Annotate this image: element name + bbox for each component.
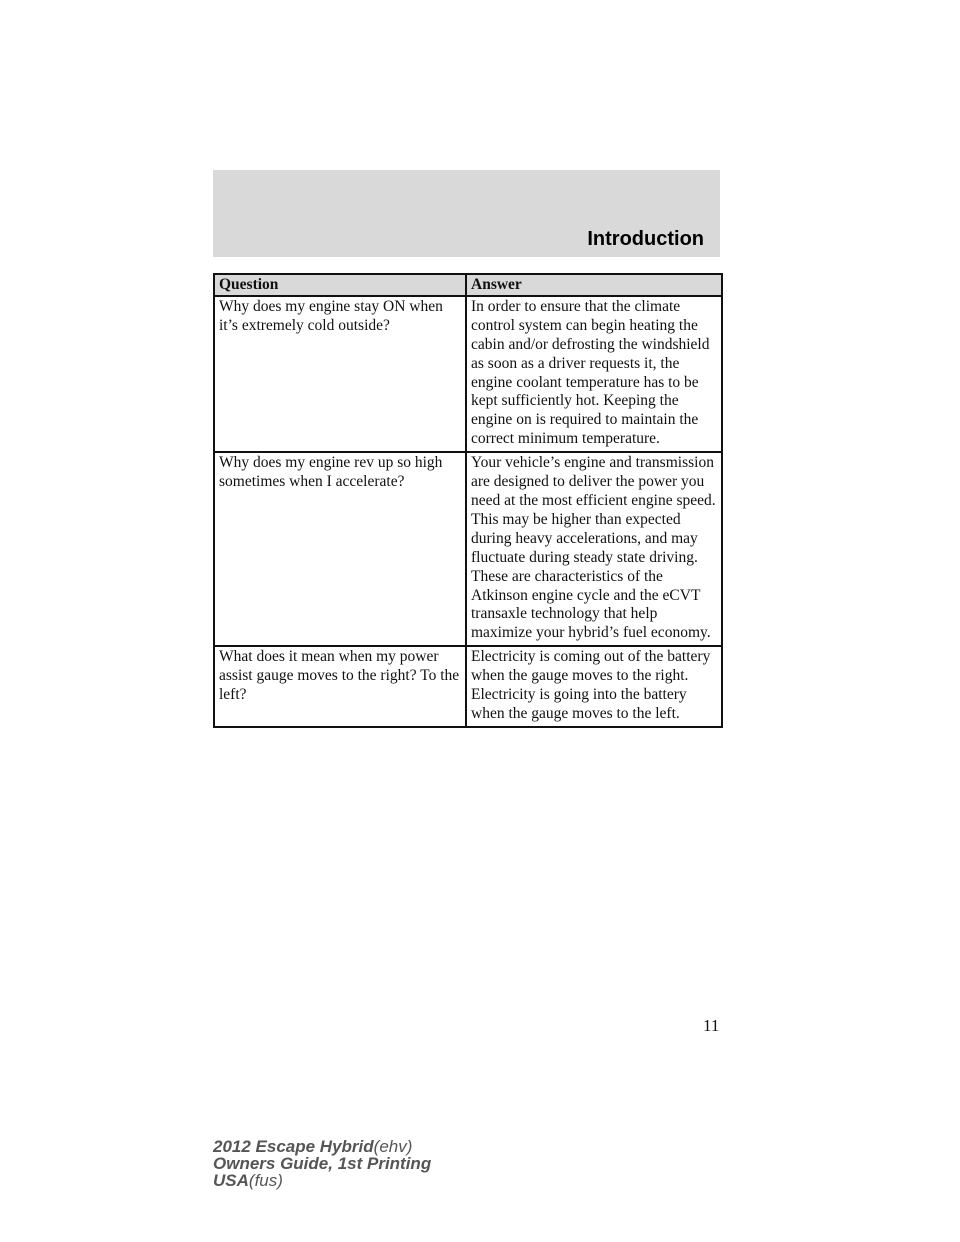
footer-model: 2012 Escape Hybrid — [213, 1137, 374, 1156]
table-row — [214, 646, 722, 727]
column-header-question: Question — [214, 274, 466, 296]
footer-line-3 — [213, 1172, 431, 1189]
footer-line-2: Owners Guide, 1st Printing — [213, 1154, 432, 1173]
qa-table — [213, 273, 723, 728]
footer-market: USA — [213, 1171, 249, 1190]
table-header-row — [214, 274, 722, 296]
question-cell: Why does my engine stay ON when it’s extremely cold outside? — [214, 296, 466, 452]
answer-cell: Electricity is coming out of the battery when the gauge moves to the right. Electricity is going into the battery when the gauge moves to the left. — [466, 646, 722, 727]
footer-market-code: (fus) — [248, 1171, 283, 1190]
question-cell: Why does my engine rev up so high sometimes when I accelerate? — [214, 452, 466, 646]
question-cell: What does it mean when my power assist gauge moves to the right? To the left? — [214, 646, 466, 727]
table-row — [214, 296, 722, 452]
footer-model-code: (ehv) — [373, 1137, 413, 1156]
answer-cell: Your vehicle’s engine and transmission are designed to deliver the power you need at the most efficient engine speed. This may be higher than expected during heavy accelerations, and may fluctuate during steady state driving. These are characteristics of the Atkinson engine cycle and the eCVT transaxle technology that help maximize your hybrid’s fuel economy. — [466, 452, 722, 646]
footer-line-1 — [213, 1138, 431, 1155]
section-title: Introduction — [587, 228, 704, 250]
table-row — [214, 452, 722, 646]
page-number: 11 — [703, 1016, 720, 1035]
document-footer — [213, 1138, 431, 1189]
answer-cell: In order to ensure that the climate control system can begin heating the cabin and/or defrosting the windshield as soon as a driver requests it, the engine coolant temperature has to be kept sufficiently hot. Keeping the engine on is required to maintain the correct minimum temperature. — [466, 296, 722, 452]
column-header-answer: Answer — [466, 274, 722, 296]
section-header-band — [213, 170, 720, 257]
